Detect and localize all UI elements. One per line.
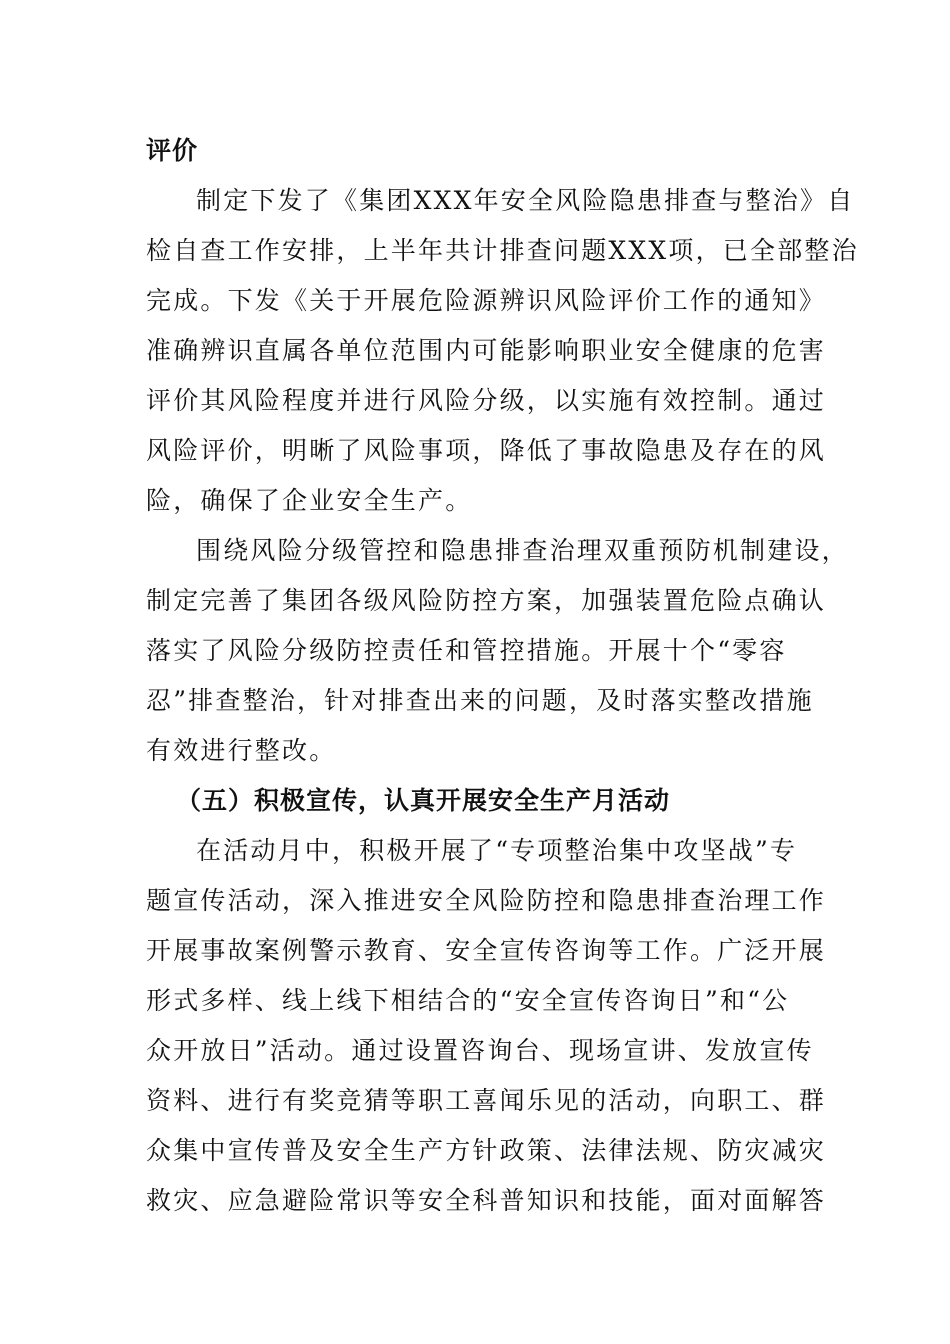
para1-line-1: 制定下发了《集团XXX年安全风险隐患排查与整治》自 <box>196 186 855 215</box>
para3-line-4: 形式多样、线上线下相结合的“安全宣传咨询日”和“公 <box>146 986 790 1015</box>
para1-line-7: 险，确保了企业安全生产。 <box>146 486 473 515</box>
para1-line-5: 评价其风险程度并进行风险分级，以实施有效控制。通过 <box>146 386 827 415</box>
para3-line-7: 众集中宣传普及安全生产方针政策、法律法规、防灾减灾 <box>146 1136 827 1165</box>
para2-line-1: 围绕风险分级管控和隐患排查治理双重预防机制建设， <box>196 536 849 565</box>
section-heading-five: （五）积极宣传，认真开展安全生产月活动 <box>176 786 671 815</box>
para2-line-3: 落实了风险分级防控责任和管控措施。开展十个“零容 <box>146 636 787 665</box>
para2-line-2: 制定完善了集团各级风险防控方案，加强装置危险点确认 <box>146 586 827 615</box>
para1-line-3: 完成。下发《关于开展危险源辨识风险评价工作的通知》 <box>146 286 827 315</box>
para3-line-6: 资料、进行有奖竞猜等职工喜闻乐见的活动，向职工、群 <box>146 1086 827 1115</box>
para2-line-4: 忍”排查整治，针对排查出来的问题，及时落实整改措施 <box>146 686 814 715</box>
para2-line-5: 有效进行整改。 <box>146 736 337 765</box>
para1-line-2: 检自查工作安排，上半年共计排查问题XXX项，已全部整治 <box>146 236 859 265</box>
para3-line-8: 救灾、应急避险常识等安全科普知识和技能，面对面解答 <box>146 1186 827 1215</box>
para3-line-5: 众开放日”活动。通过设置咨询台、现场宣讲、发放宣传 <box>146 1036 814 1065</box>
para3-line-1: 在活动月中，积极开展了“专项整治集中攻坚战”专 <box>196 836 798 865</box>
para1-line-6: 风险评价，明晰了风险事项，降低了事故隐患及存在的风 <box>146 436 827 465</box>
para1-line-4: 准确辨识直属各单位范围内可能影响职业安全健康的危害 <box>146 336 827 365</box>
heading-pingjia: 评价 <box>146 136 199 165</box>
para3-line-2: 题宣传活动，深入推进安全风险防控和隐患排查治理工作 <box>146 886 827 915</box>
para3-line-3: 开展事故案例警示教育、安全宣传咨询等工作。广泛开展 <box>146 936 827 965</box>
